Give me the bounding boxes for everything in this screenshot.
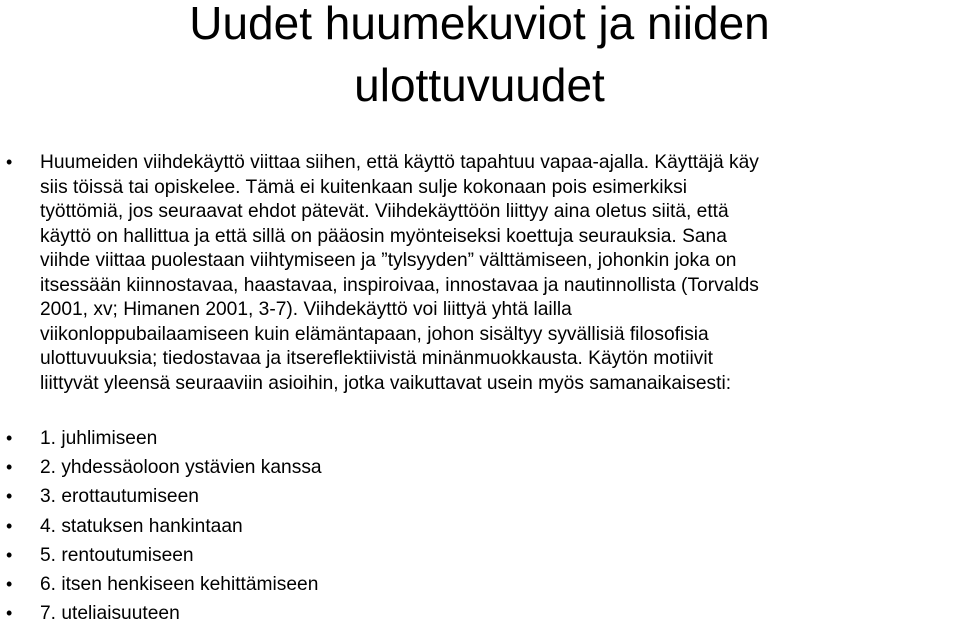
list-item-text: 5. rentoutumiseen (40, 544, 194, 566)
paragraph-line: siis töissä tai opiskelee. Tämä ei kuitenkaan sulje kokonaan pois esimerkiksi (40, 176, 688, 198)
list-item (0, 424, 322, 453)
paragraph-line: viikonloppubailaamiseen kuin elämäntapaan, johon sisältyy syvällisiä filosofisia (40, 323, 709, 345)
paragraph-line: ulottuvuuksia; tiedostavaa ja itsereflektiivistä minänmuokkausta. Käytön motiivit (40, 348, 713, 369)
list-item-text: 7. uteliaisuuteen (40, 603, 180, 625)
list-item-text: 4. statuksen hankintaan (40, 515, 243, 537)
list-item (0, 599, 322, 628)
paragraph-line: itsessään kiinnostavaa, haastavaa, inspiroivaa, innostavaa ja nautinnollista (Torvalds (40, 274, 759, 296)
list-bullet: • (6, 573, 13, 594)
list-bullet: • (6, 457, 13, 478)
list-item (0, 512, 322, 541)
paragraph-bullet: • (6, 152, 13, 172)
paragraph-line: työttömiä, jos seuraavat ehdot pätevät. Viihdekäyttöön liittyy aina oletus siitä, että (40, 201, 729, 222)
list-item-text: 6. itsen henkiseen kehittämiseen (40, 573, 319, 595)
paragraph-line: liittyvät yleensä seuraaviin asioihin, jotka vaikuttavat usein myös samanaikaisesti: (40, 372, 732, 394)
list-bullet: • (6, 515, 13, 536)
list-item (0, 570, 322, 599)
paragraph-line: viihde viittaa puolestaan viihtymiseen ja ”tylsyyden” välttämiseen, johonkin joka on (40, 250, 737, 271)
list-bullet: • (6, 544, 13, 565)
slide-title (0, 0, 959, 116)
list-bullet: • (6, 603, 13, 624)
list-item (0, 541, 322, 570)
paragraph-line: käyttö on hallittua ja että sillä on pääosin myönteiseksi koettuja seurauksia. Sana (40, 225, 727, 247)
list-bullet: • (6, 486, 13, 507)
main-paragraph (40, 151, 959, 396)
title-line-2: ulottuvuudet (354, 59, 605, 111)
motives-list (0, 424, 322, 628)
paragraph-line: Huumeiden viihdekäyttö viittaa siihen, että käyttö tapahtuu vapaa-ajalla. Käyttäjä käy (40, 152, 759, 173)
list-item-text: 2. yhdessäoloon ystävien kanssa (40, 457, 322, 479)
list-item (0, 482, 322, 511)
list-item (0, 453, 322, 482)
list-item-text: 3. erottautumiseen (40, 486, 199, 508)
title-line-1: Uudet huumekuviot ja niiden (189, 0, 770, 49)
paragraph-line: 2001, xv; Himanen 2001, 3-7). Viihdekäyttö voi liittyä yhtä lailla (40, 299, 572, 320)
list-item-text: 1. juhlimiseen (40, 428, 158, 449)
list-bullet: • (6, 428, 13, 448)
